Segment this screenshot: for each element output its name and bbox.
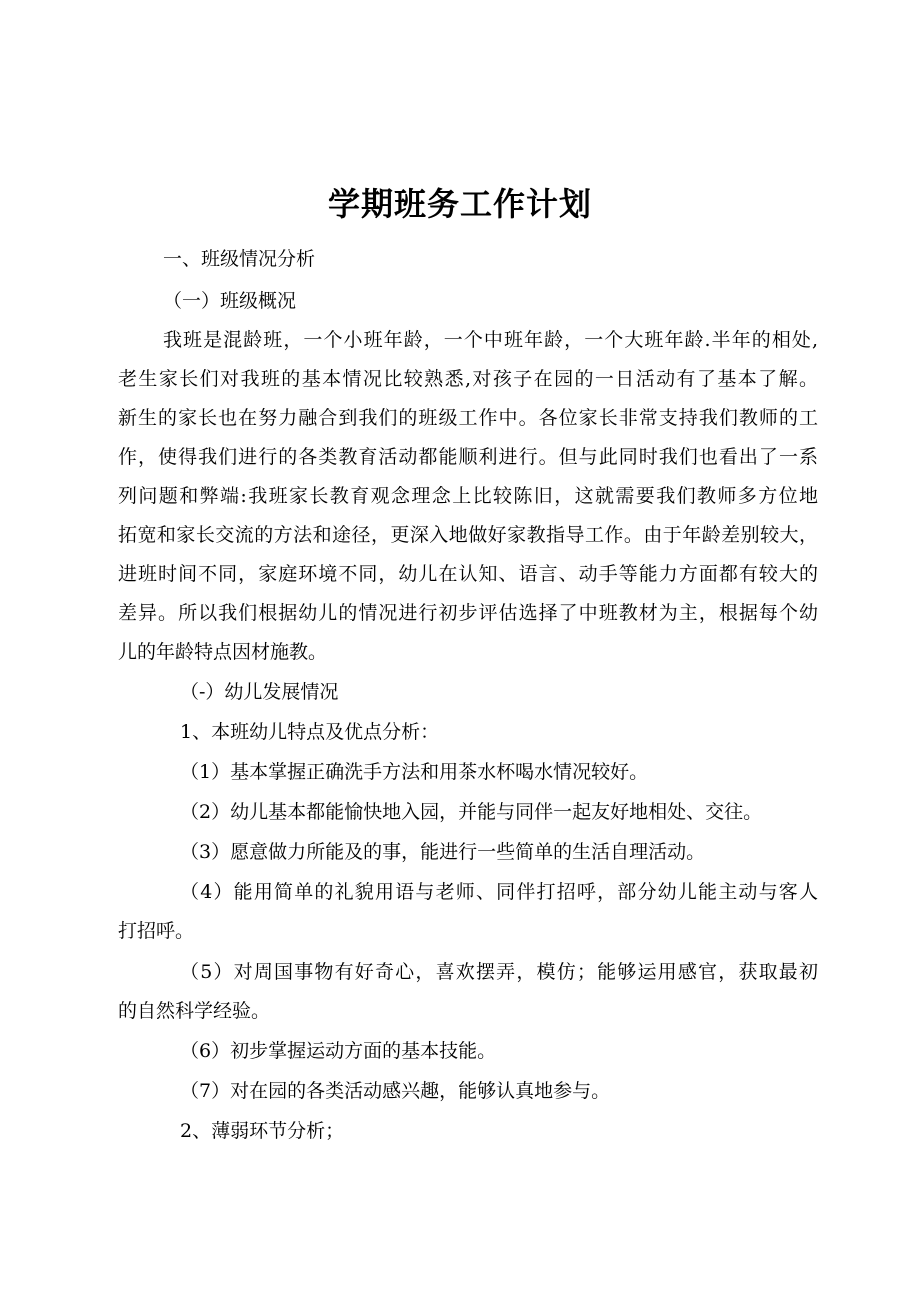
paragraph-line: 新生的家长也在努力融合到我们的班级工作中。各位家长非常支持我们教师的工 xyxy=(118,407,818,429)
list-item: （5）对周国事物有好奇心，喜欢摆弄，模仿；能够运用感官，获取最初 xyxy=(180,961,818,983)
list-item: （2）幼儿基本都能愉快地入园，并能与同伴一起友好地相处、交往。 xyxy=(180,801,763,823)
paragraph-line: 拓宽和家长交流的方法和途径，更深入地做好家教指导工作。由于年龄差别较大， xyxy=(118,524,818,546)
document-title: 学期班务工作计划 xyxy=(327,185,592,223)
paragraph-line: 我班是混龄班，一个小班年龄，一个中班年龄，一个大班年龄.半年的相处, xyxy=(163,329,818,351)
paragraph-line: 儿的年龄特点因材施教。 xyxy=(118,641,328,663)
list-item: （3）愿意做力所能及的事，能进行一些简单的生活自理活动。 xyxy=(180,841,706,863)
subsection-heading: （-）幼儿发展情况 xyxy=(180,681,339,703)
list-item-continued: 的自然科学经验。 xyxy=(118,1000,271,1022)
list-heading: 2、薄弱环节分析； xyxy=(180,1120,345,1142)
paragraph-line: 差异。所以我们根据幼儿的情况进行初步评估选择了中班教材为主，根据每个幼 xyxy=(118,602,818,624)
list-item: （4）能用简单的礼貌用语与老师、同伴打招呼，部分幼儿能主动与客人 xyxy=(180,881,818,903)
paragraph-line: 列问题和弊端:我班家长教育观念理念上比较陈旧，这就需要我们教师多方位地 xyxy=(118,485,818,507)
paragraph-line: 进班时间不同，家庭环境不同，幼儿在认知、语言、动手等能力方面都有较大的 xyxy=(118,563,818,585)
list-heading: 1、本班幼儿特点及优点分析： xyxy=(180,721,440,743)
subsection-heading: （一）班级概况 xyxy=(163,290,297,312)
list-item: （6）初步掌握运动方面的基本技能。 xyxy=(180,1040,497,1062)
list-item: （1）基本掌握正确洗手方法和用茶水杯喝水情况较好。 xyxy=(180,761,649,783)
list-item: （7）对在园的各类活动感兴趣，能够认真地参与。 xyxy=(180,1080,611,1102)
list-item-continued: 打招呼。 xyxy=(118,920,195,942)
paragraph-line: 作，使得我们进行的各类教育活动都能顺利进行。但与此同时我们也看出了一系 xyxy=(118,446,818,468)
paragraph-line: 老生家长们对我班的基本情况比较熟悉,对孩子在园的一日活动有了基本了解。 xyxy=(118,368,818,390)
section-heading: 一、班级情况分析 xyxy=(163,248,316,270)
